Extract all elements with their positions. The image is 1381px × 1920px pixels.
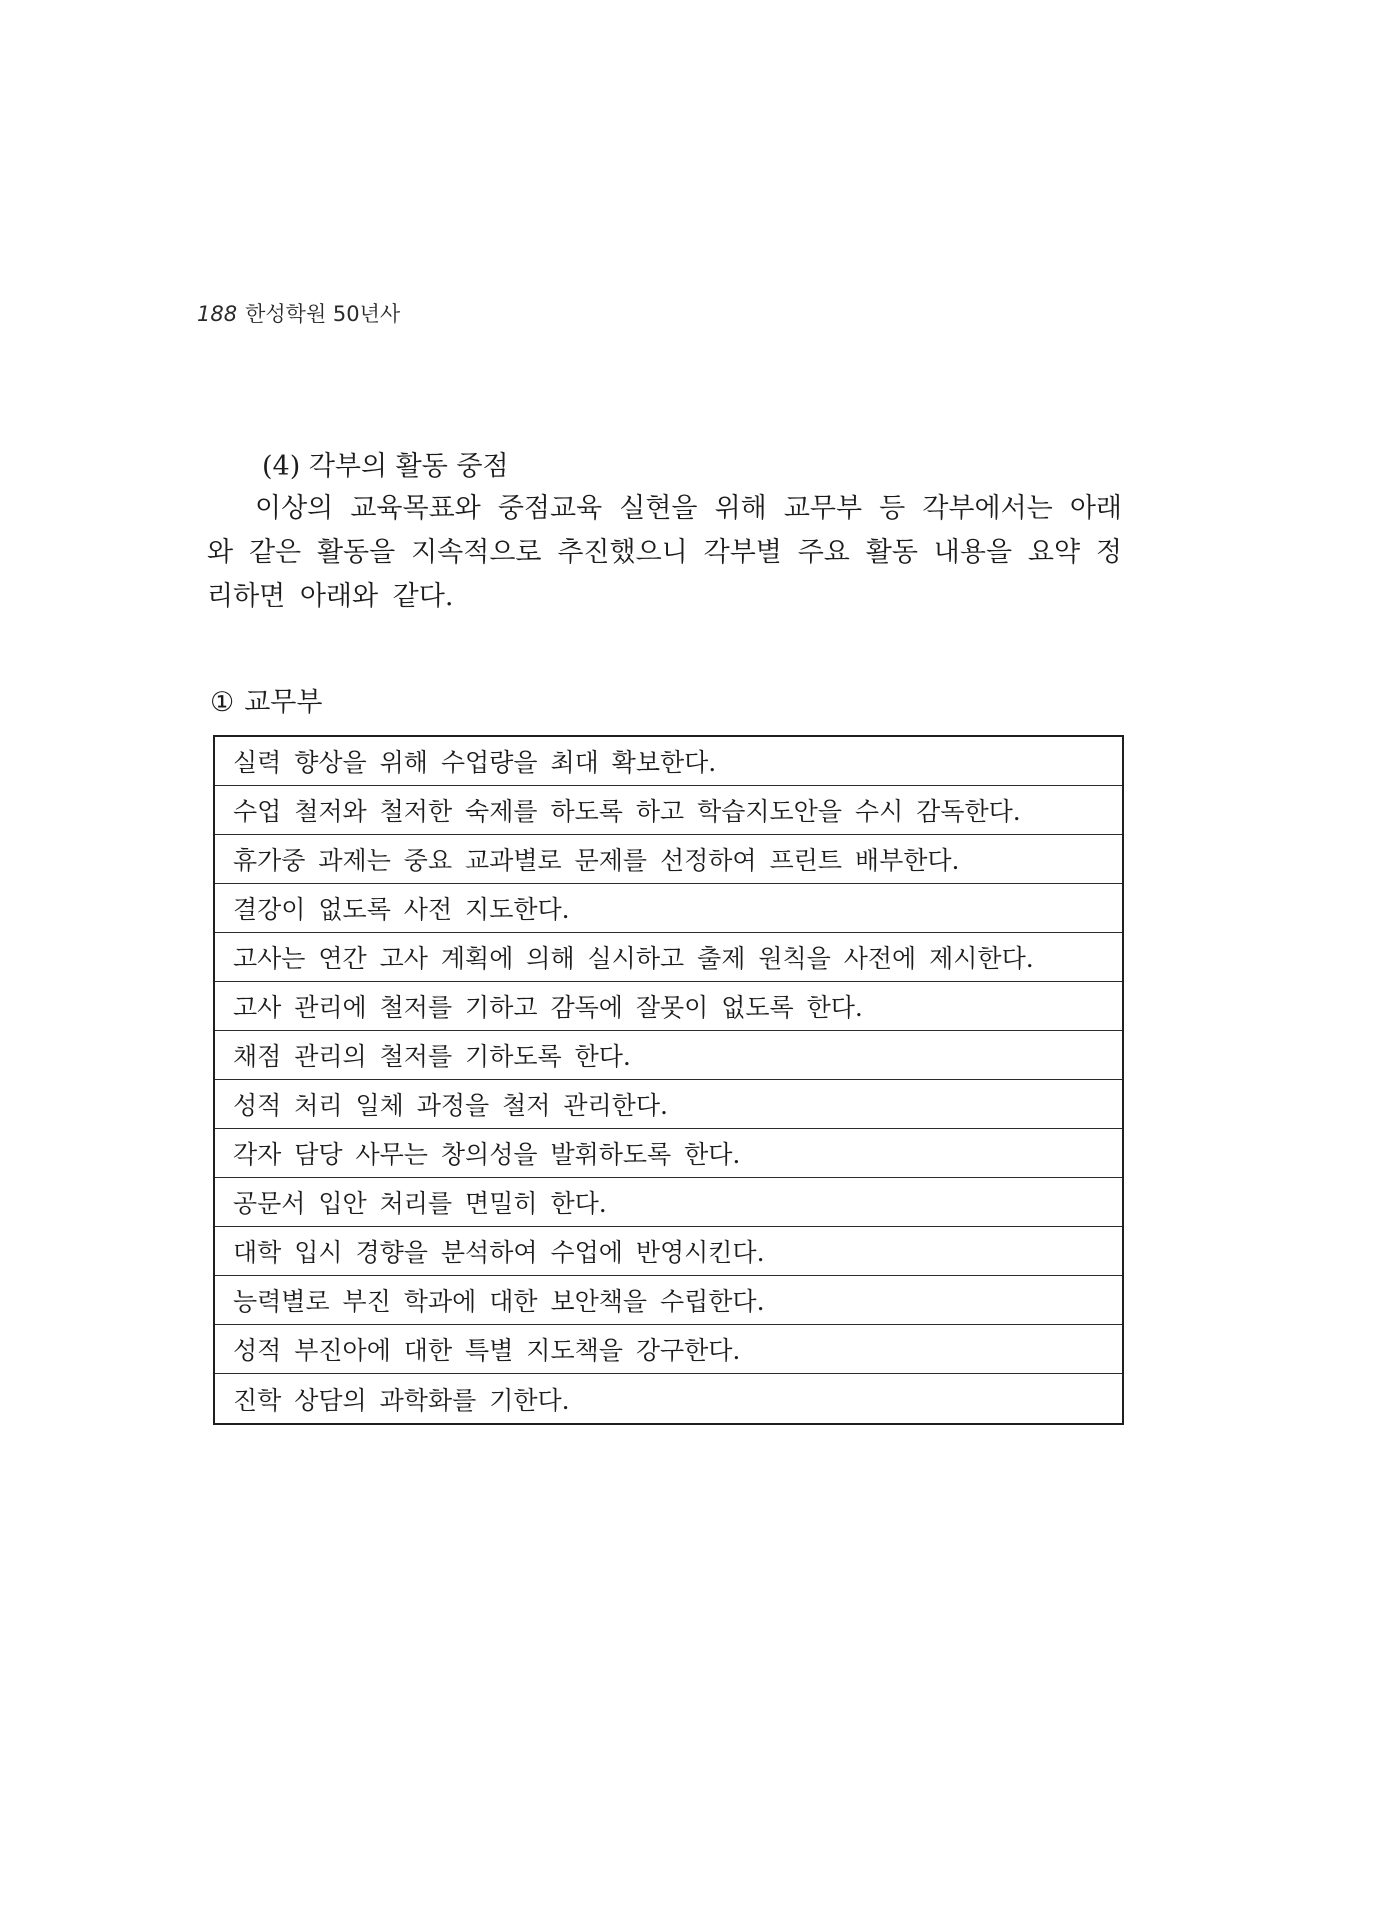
duty-table	[213, 735, 1124, 1425]
table-row: 실력 향상을 위해 수업량을 최대 확보한다.	[215, 737, 1122, 786]
table-row: 성적 처리 일체 과정을 철저 관리한다.	[215, 1080, 1122, 1129]
table-row: 고사 관리에 철저를 기하고 감독에 잘못이 없도록 한다.	[215, 982, 1122, 1031]
table-row: 휴가중 과제는 중요 교과별로 문제를 선정하여 프린트 배부한다.	[215, 835, 1122, 884]
subsection-heading	[210, 680, 322, 719]
circled-number-marker: ①	[210, 687, 235, 718]
table-row: 채점 관리의 철저를 기하도록 한다.	[215, 1031, 1122, 1080]
body-paragraph: 이상의 교육목표와 중점교육 실현을 위해 교무부 등 각부에서는 아래와 같은 활동을 지속적으로 추진했으니 각부별 주요 활동 내용을 요약 정리하면 아래와 같다.	[207, 493, 1122, 612]
running-header	[197, 298, 400, 328]
section-heading: (4) 각부의 활동 중점	[262, 451, 509, 482]
subsection-title: 교무부	[244, 687, 323, 718]
book-title: 한성학원 50년사	[245, 302, 401, 326]
table-row: 수업 철저와 철저한 숙제를 하도록 하고 학습지도안을 수시 감독한다.	[215, 786, 1122, 835]
table-row: 성적 부진아에 대한 특별 지도책을 강구한다.	[215, 1325, 1122, 1374]
table-row: 고사는 연간 고사 계획에 의해 실시하고 출제 원칙을 사전에 제시한다.	[215, 933, 1122, 982]
table-row: 각자 담당 사무는 창의성을 발휘하도록 한다.	[215, 1129, 1122, 1178]
table-row: 진학 상담의 과학화를 기한다.	[233, 1385, 570, 1415]
table-row: 결강이 없도록 사전 지도한다.	[215, 884, 1122, 933]
table-row: 대학 입시 경향을 분석하여 수업에 반영시킨다.	[215, 1227, 1122, 1276]
page-number: 188	[197, 302, 238, 326]
table-row: 능력별로 부진 학과에 대한 보안책을 수립한다.	[215, 1276, 1122, 1325]
table-row: 공문서 입안 처리를 면밀히 한다.	[215, 1178, 1122, 1227]
